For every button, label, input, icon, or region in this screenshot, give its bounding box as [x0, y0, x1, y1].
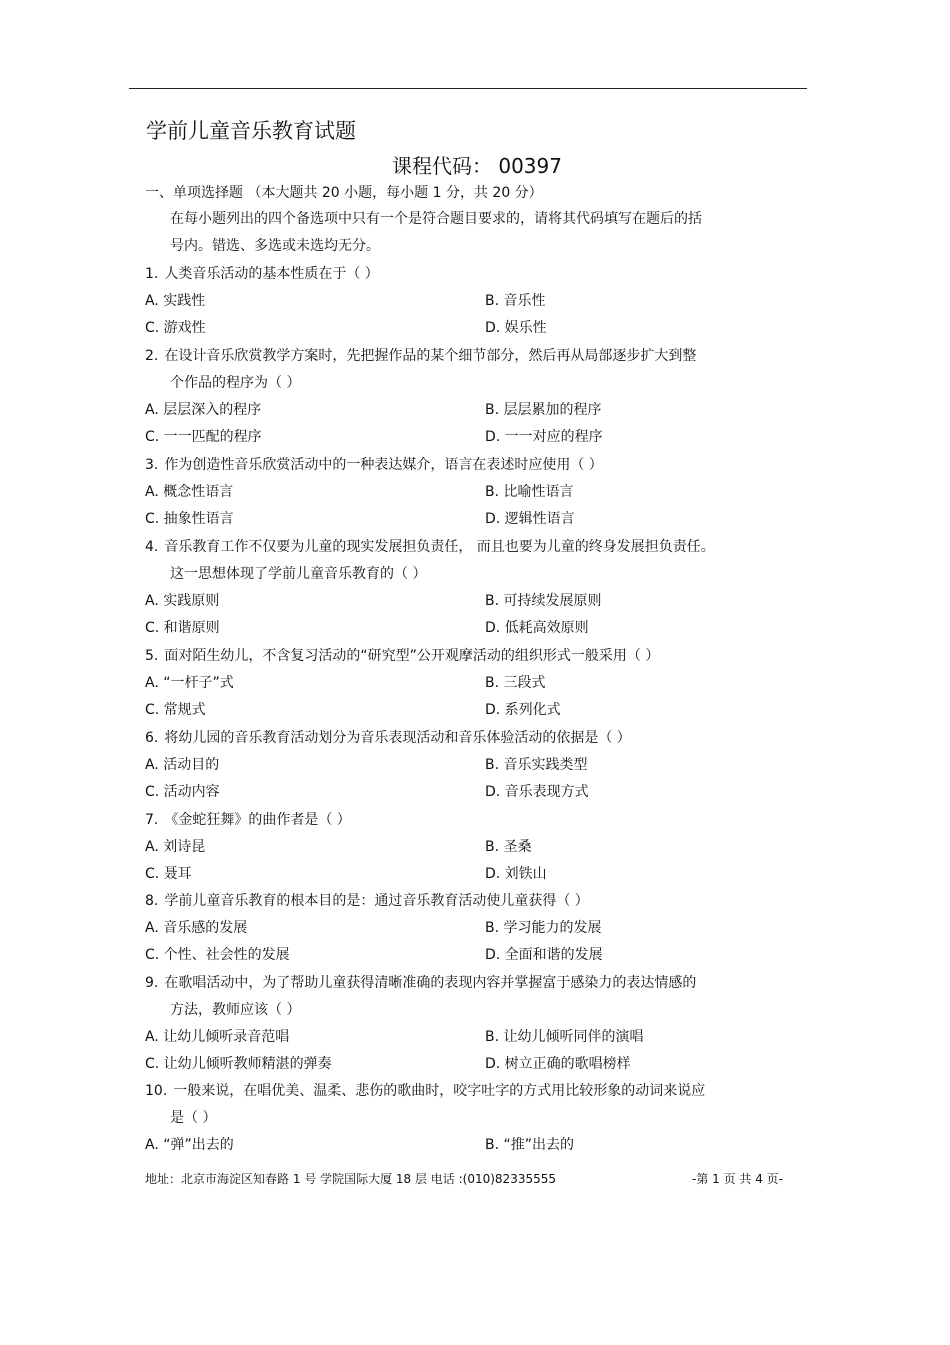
question-text: 《金蛇狂舞》的曲作者是（ ）: [164, 812, 351, 828]
question-7-option-b: B. 圣桑: [485, 839, 532, 855]
question-7-line-1: [145, 811, 351, 829]
question-7-option-d: D. 刘铁山: [485, 866, 547, 882]
question-5-option-b: B. 三段式: [485, 675, 546, 691]
course-code: 课程代码： 00397: [392, 154, 562, 178]
exam-title: 学前儿童音乐教育试题: [146, 119, 356, 143]
question-1-option-d: D. 娱乐性: [485, 320, 547, 336]
question-3-option-a: A. 概念性语言: [145, 484, 234, 500]
question-number: 4.: [145, 539, 159, 555]
question-9-line-1: [145, 974, 696, 992]
question-9-option-c: C. 让幼儿倾听教师精湛的弹奏: [145, 1056, 332, 1072]
question-7-option-c: C. 聂耳: [145, 866, 192, 882]
question-5-option-d: D. 系列化式: [485, 702, 561, 718]
question-text: 在歌唱活动中，为了帮助儿童获得清晰准确的表现内容并掌握富于感染力的表达情感的: [164, 975, 697, 991]
question-2-line-2: [170, 374, 300, 392]
question-3-option-d: D. 逻辑性语言: [485, 511, 575, 527]
question-text: 学前儿童音乐教育的根本目的是：通过音乐教育活动使儿童获得（ ）: [164, 893, 589, 909]
question-5-option-c: C. 常规式: [145, 702, 206, 718]
question-3-option-c: C. 抽象性语言: [145, 511, 234, 527]
question-4-option-c: C. 和谐原则: [145, 620, 220, 636]
question-8-option-a: A. 音乐感的发展: [145, 920, 248, 936]
question-6-option-d: D. 音乐表现方式: [485, 784, 589, 800]
footer-page-number: -第 1 页 共 4 页-: [692, 1172, 784, 1186]
question-number: 5.: [145, 648, 159, 664]
question-number: 3.: [145, 457, 159, 473]
question-number: 8.: [145, 893, 159, 909]
question-2-option-a: A. 层层深入的程序: [145, 402, 262, 418]
question-9-line-2: [170, 1001, 300, 1019]
question-5-line-1: [145, 647, 659, 665]
question-2-line-1: [145, 347, 696, 365]
instructions-line-2: 号内。错选、多选或未选均无分。: [170, 238, 380, 254]
question-3-line-1: [145, 456, 603, 474]
question-text: 是（ ）: [170, 1110, 217, 1126]
question-9-option-a: A. 让幼儿倾听录音范唱: [145, 1029, 290, 1045]
question-number: 10.: [145, 1083, 168, 1099]
question-10-option-b: B. “推”出去的: [485, 1137, 575, 1153]
question-1-option-a: A. 实践性: [145, 293, 206, 309]
question-8-option-b: B. 学习能力的发展: [485, 920, 602, 936]
question-text: 将幼儿园的音乐教育活动划分为音乐表现活动和音乐体验活动的依据是（ ）: [164, 730, 631, 746]
question-number: 2.: [145, 348, 159, 364]
question-number: 6.: [145, 730, 159, 746]
question-2-option-b: B. 层层累加的程序: [485, 402, 602, 418]
question-10-line-1: [145, 1082, 705, 1100]
question-text: 音乐教育工作不仅要为儿童的现实发展担负责任， 而且也要为儿童的终身发展担负责任。: [164, 539, 715, 555]
question-text: 在设计音乐欣赏教学方案时，先把握作品的某个细节部分，然后再从局部逐步扩大到整: [164, 348, 697, 364]
question-2-option-c: C. 一一匹配的程序: [145, 429, 262, 445]
question-text: 面对陌生幼儿，不含复习活动的“研究型”公开观摩活动的组织形式一般采用（ ）: [164, 648, 660, 664]
question-4-line-2: [170, 565, 426, 583]
question-5-option-a: A. “一杆子”式: [145, 675, 234, 691]
question-1-option-c: C. 游戏性: [145, 320, 206, 336]
question-8-option-c: C. 个性、社会性的发展: [145, 947, 290, 963]
question-1-line-1: [145, 265, 379, 283]
question-text: 作为创造性音乐欣赏活动中的一种表达媒介，语言在表述时应使用（ ）: [164, 457, 603, 473]
question-2-option-d: D. 一一对应的程序: [485, 429, 603, 445]
question-9-option-b: B. 让幼儿倾听同伴的演唱: [485, 1029, 644, 1045]
question-7-option-a: A. 刘诗昆: [145, 839, 206, 855]
question-4-option-d: D. 低耗高效原则: [485, 620, 589, 636]
question-number: 1.: [145, 266, 159, 282]
question-8-option-d: D. 全面和谐的发展: [485, 947, 603, 963]
question-6-option-c: C. 活动内容: [145, 784, 220, 800]
question-3-option-b: B. 比喻性语言: [485, 484, 574, 500]
footer-address: 地址：北京市海淀区知春路 1 号 学院国际大厦 18 层 电话 :(010)82335555: [145, 1172, 556, 1186]
question-1-option-b: B. 音乐性: [485, 293, 546, 309]
question-8-line-1: [145, 892, 589, 910]
question-10-line-2: [170, 1109, 216, 1127]
question-6-option-b: B. 音乐实践类型: [485, 757, 588, 773]
question-6-option-a: A. 活动目的: [145, 757, 220, 773]
question-6-line-1: [145, 729, 631, 747]
question-4-line-1: [145, 538, 715, 556]
question-9-option-d: D. 树立正确的歌唱榜样: [485, 1056, 631, 1072]
section-heading: 一、单项选择题 （本大题共 20 小题，每小题 1 分，共 20 分）: [145, 185, 543, 201]
question-10-option-a: A. “弹”出去的: [145, 1137, 234, 1153]
question-text: 方法，教师应该（ ）: [170, 1002, 301, 1018]
question-4-option-a: A. 实践原则: [145, 593, 220, 609]
header-rule: [129, 88, 807, 89]
question-text: 个作品的程序为（ ）: [170, 375, 301, 391]
question-number: 9.: [145, 975, 159, 991]
question-4-option-b: B. 可持续发展原则: [485, 593, 602, 609]
question-number: 7.: [145, 812, 159, 828]
question-text: 一般来说，在唱优美、温柔、悲伤的歌曲时，咬字吐字的方式用比较形象的动词来说应: [173, 1083, 706, 1099]
question-text: 人类音乐活动的基本性质在于（ ）: [164, 266, 379, 282]
instructions-line-1: 在每小题列出的四个备选项中只有一个是符合题目要求的，请将其代码填写在题后的括: [170, 211, 702, 227]
question-text: 这一思想体现了学前儿童音乐教育的（ ）: [170, 566, 427, 582]
